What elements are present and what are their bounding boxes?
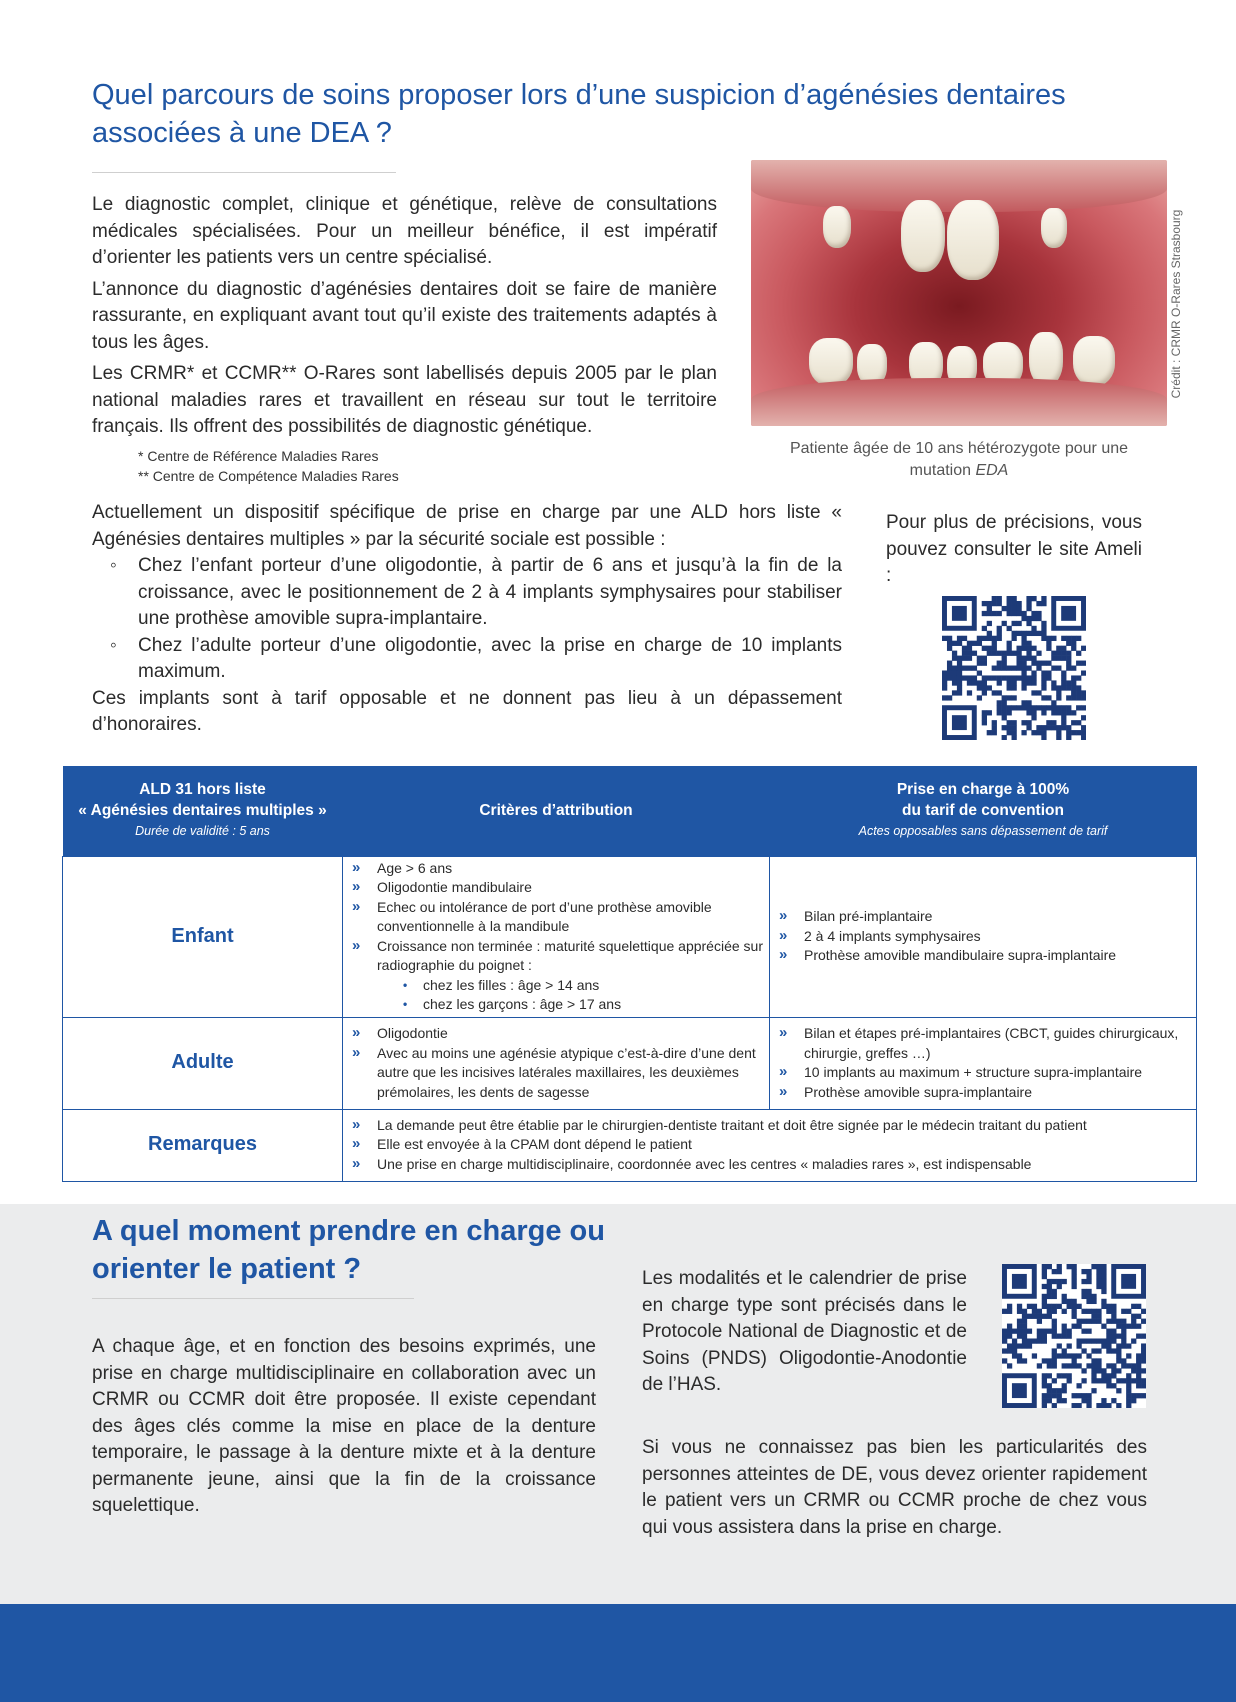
ald-outro: Ces implants sont à tarif opposable et ne donnent pas lieu à un dépassement d’honoraires. (92, 687, 842, 735)
list-item: • chez les garçons : âge > 17 ans (349, 995, 763, 1015)
tooth (809, 338, 853, 386)
table-row-adulte (63, 1017, 1197, 1109)
list-item: » 10 implants au maximum + structure supra-implantaire (776, 1063, 1190, 1083)
orientation-paragraph: A chaque âge, et en fonction des besoins exprimés, une prise en charge multidisciplinaire en collaboration avec un CRMR ou CCMR doit être proposée. Il existe cependant des âges clés comme la mise en place de la denture temporaire, le passage à la denture mixte et à la denture permanente jeune, ainsi que la fin de la croissance squelettique. (92, 1336, 596, 1516)
footnotes (138, 447, 399, 486)
qr-code-ameli-icon[interactable] (942, 596, 1086, 740)
tooth (901, 200, 945, 272)
list-item: » Oligodontie (349, 1024, 763, 1044)
list-item: » Oligodontie mandibulaire (349, 878, 763, 898)
list-item: » La demande peut être établie par le chirurgien-dentiste traitant et doit être signée par le médecin traitant du patient (349, 1116, 1190, 1136)
tooth (1073, 336, 1115, 386)
ameli-reference: Pour plus de précisions, vous pouvez consulter le site Ameli : (886, 512, 1142, 586)
coverage-cell (770, 856, 1197, 1017)
list-item: » Croissance non terminée : maturité squelettique appréciée sur radiographie du poignet : (349, 937, 763, 976)
intro-paragraph-1: Le diagnostic complet, clinique et génétique, relève de consultations médicales spécialisées. Pour un meilleur bénéfice, il est impératif d’orienter les patients vers un centre spécialisé. (92, 194, 717, 268)
row-label-adulte: Adulte (63, 1017, 343, 1109)
criteria-cell (343, 856, 770, 1017)
ald-intro: Actuellement un dispositif spécifique de prise en charge par une ALD hors liste « Agénésies dentaires multiples » par la sécurité sociale est possible : (92, 502, 842, 550)
photo-caption: Patiente âgée de 10 ans hétérozygote pour une mutation EDA (789, 440, 1129, 479)
ald-bullet-child: ◦ Chez l’enfant porteur d’une oligodontie, à partir de 6 ans et jusqu’à la fin de la croissance, avec le positionnement de 2 à 4 implants symphysaires pour stabiliser une prothèse amovible supra-implantaire. (138, 553, 842, 633)
intro-paragraph-2: L’annonce du diagnostic d’agénésies dentaires doit se faire de manière rassurante, en expliquant avant tout qu’il existe des traitements adaptés à tous les âges. (92, 278, 717, 353)
list-item: » Une prise en charge multidisciplinaire, coordonnée avec les centres « maladies rares », est indispensable (349, 1155, 1190, 1175)
table-row-enfant (63, 856, 1197, 1017)
section2-divider (92, 1298, 414, 1299)
patient-teeth-photo (751, 160, 1167, 426)
intro-text (92, 192, 717, 446)
list-item: » Prothèse amovible mandibulaire supra-implantaire (776, 946, 1190, 966)
list-item: » Avec au moins une agénésie atypique c’est-à-dire d’une dent autre que les incisives latérales maxillaires, les deuxièmes prémolaires, les dents de sagesse (349, 1044, 763, 1103)
lower-lip (751, 378, 1167, 426)
referral-paragraph: Si vous ne connaissez pas bien les particularités des personnes atteintes de DE, vous devez orienter rapidement le patient vers un CRMR ou CCMR proche de chez vous qui vous assistera dans la prise en charge. (642, 1437, 1147, 1538)
tooth (1029, 332, 1063, 386)
table-row-remarques (63, 1109, 1197, 1181)
list-item: » Echec ou intolérance de port d’une prothèse amovible conventionnelle à la mandibule (349, 898, 763, 937)
table-header-coverage: Prise en charge à 100% du tarif de convention Actes opposables sans dépassement de tarif (770, 766, 1197, 856)
coverage-cell (770, 1017, 1197, 1109)
criteria-cell (343, 1017, 770, 1109)
qr-code-pnds-icon[interactable] (1002, 1264, 1146, 1408)
title-divider (92, 172, 396, 173)
tooth (823, 206, 851, 248)
pnds-paragraph: Les modalités et le calendrier de prise en charge type sont précisés dans le Protocole National de Diagnostic et de Soins (PNDS) Oligodontie-Anodontie de l’HAS. (642, 1268, 967, 1395)
list-item: » Bilan et étapes pré-implantaires (CBCT, guides chirurgicaux, chirurgie, greffes …) (776, 1024, 1190, 1063)
intro-paragraph-3: Les CRMR* et CCMR** O-Rares sont labellisés depuis 2005 par le plan national maladies rares et travaillent en réseau sur tout le territoire français. Ils offrent des possibilités de diagnostic génétique. (92, 363, 717, 437)
section-title-orientation: A quel moment prendre en charge ou orienter le patient ? (92, 1215, 605, 1285)
row-label-enfant: Enfant (63, 856, 343, 1017)
table-header-criteria: Critères d’attribution (343, 766, 770, 856)
list-item: » Age > 6 ans (349, 859, 763, 879)
row-label-remarques: Remarques (63, 1109, 343, 1181)
footnote-ccmr: ** Centre de Compétence Maladies Rares (138, 467, 399, 484)
remarks-cell (343, 1109, 1197, 1181)
table-header-ald: ALD 31 hors liste « Agénésies dentaires multiples » Durée de validité : 5 ans (63, 766, 343, 856)
page-title: Quel parcours de soins proposer lors d’une suspicion d’agénésies dentaires associées à une DEA ? (92, 79, 1066, 149)
list-item: » 2 à 4 implants symphysaires (776, 927, 1190, 947)
ald-bullet-list (92, 553, 842, 686)
ald-description (92, 500, 842, 739)
list-item: • chez les filles : âge > 14 ans (349, 976, 763, 996)
footnote-crmr: * Centre de Référence Maladies Rares (138, 448, 379, 464)
footer-band (0, 1604, 1236, 1702)
ald-criteria-table (62, 766, 1197, 1182)
tooth (1041, 208, 1067, 248)
list-item: » Prothèse amovible supra-implantaire (776, 1083, 1190, 1103)
photo-credit: Crédit : CRMR O-Rares Strasbourg (1169, 209, 1183, 399)
list-item: » Bilan pré-implantaire (776, 907, 1190, 927)
ald-bullet-adult: ◦ Chez l’adulte porteur d’une oligodontie, avec la prise en charge de 10 implants maximum. (138, 633, 842, 686)
list-item: » Elle est envoyée à la CPAM dont dépend le patient (349, 1135, 1190, 1155)
tooth (947, 200, 999, 280)
